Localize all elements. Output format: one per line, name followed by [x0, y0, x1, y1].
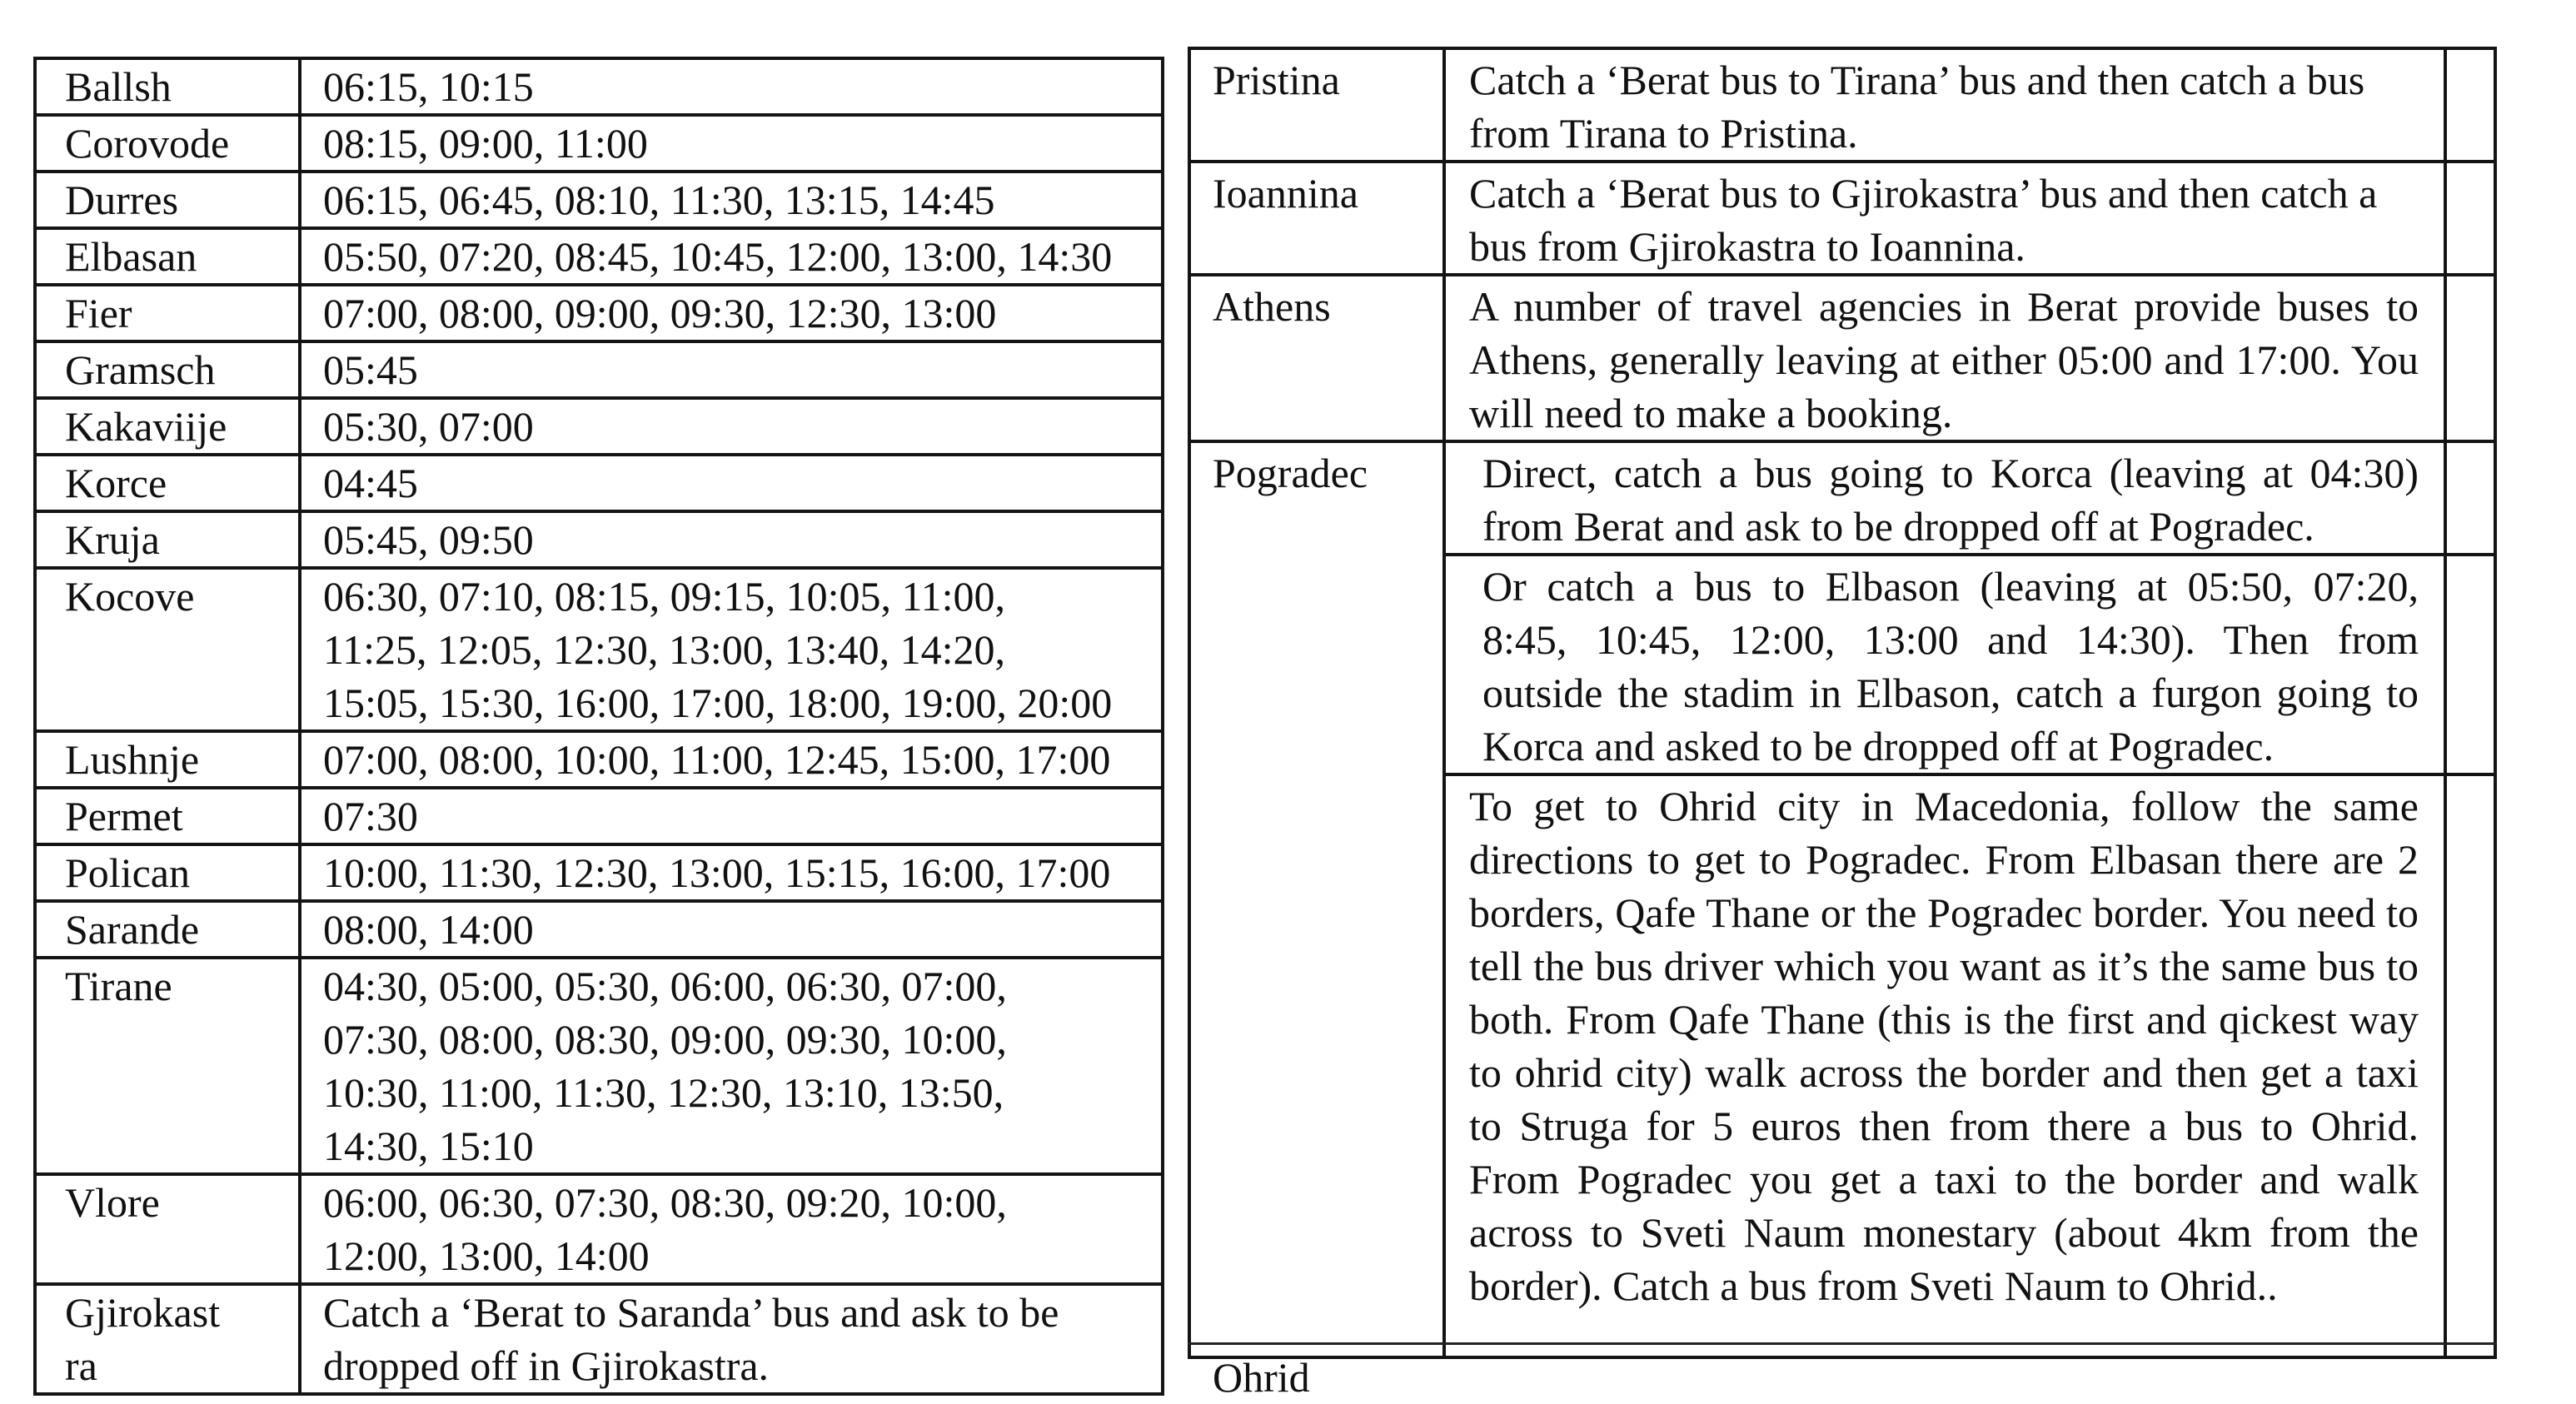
city-cell: Ioannina	[1189, 162, 1444, 275]
side-cell	[2445, 555, 2495, 774]
directions-line: from Tirana to Pristina.	[1469, 110, 1858, 157]
side-cell	[2445, 774, 2495, 1357]
times-cell	[300, 58, 1163, 115]
times-cell	[300, 1284, 1163, 1394]
city-line: Gjirokast	[65, 1289, 221, 1336]
city-cell	[35, 1284, 300, 1394]
times-cell	[300, 228, 1163, 285]
times-line: 10:00, 11:30, 12:30, 13:00, 15:15, 16:00, 17:00	[323, 849, 1111, 896]
times-cell	[300, 398, 1163, 455]
times-cell	[300, 341, 1163, 398]
row-athens	[1189, 275, 2495, 441]
times-line: 11:25, 12:05, 12:30, 13:00, 13:40, 14:20,	[323, 626, 1005, 673]
times-line: 06:15, 06:45, 08:10, 11:30, 13:15, 14:45	[323, 177, 995, 223]
times-cell	[300, 115, 1163, 172]
directions-line: Catch a ‘Berat bus to Gjirokastra’ bus and then catch a	[1469, 170, 2378, 217]
times-line: 10:30, 11:00, 11:30, 12:30, 13:10, 13:50,	[323, 1069, 1004, 1116]
city-cell: Lushnje	[35, 731, 300, 788]
city-cell: Polican	[35, 844, 300, 901]
left-schedule-table	[33, 57, 1164, 1396]
city-cell: Kocove	[35, 568, 300, 731]
city-cell: Elbasan	[35, 228, 300, 285]
times-line: 07:00, 08:00, 09:00, 09:30, 12:30, 13:00	[323, 290, 997, 336]
city-cell: Tirane	[35, 958, 300, 1174]
times-line: 07:30	[323, 793, 418, 839]
city-cell: Fier	[35, 285, 300, 341]
times-cell	[300, 958, 1163, 1174]
times-line: 05:45, 09:50	[323, 516, 534, 563]
times-line: 06:15, 10:15	[323, 63, 534, 110]
schedule-row	[35, 285, 1163, 341]
city-line: ra	[65, 1342, 97, 1389]
city-cell: Vlore	[35, 1174, 300, 1284]
city-cell-pogradec-ohrid	[1189, 441, 1444, 1401]
schedule-row	[35, 844, 1163, 901]
schedule-row	[35, 115, 1163, 172]
times-cell	[300, 285, 1163, 341]
times-line: 06:00, 06:30, 07:30, 08:30, 09:20, 10:00,	[323, 1179, 1007, 1226]
row-pristina	[1189, 48, 2495, 162]
directions-cell	[1444, 162, 2445, 275]
left-schedule-body	[35, 58, 1163, 1394]
times-line: 05:30, 07:00	[323, 403, 534, 450]
times-cell	[300, 568, 1163, 731]
side-cell	[2445, 275, 2495, 441]
schedule-row	[35, 511, 1163, 568]
schedule-row	[35, 172, 1163, 228]
directions-cell: Or catch a bus to Elbason (leaving at 05:50, 07:20, 8:45, 10:45, 12:00, 13:00 and 14:30). Then from outside the stadim in Elbason, catch a furgon going to Korca and asked to be dropped off at Pogradec.	[1444, 555, 2445, 774]
times-line: 07:00, 08:00, 10:00, 11:00, 12:45, 15:00, 17:00	[323, 736, 1111, 783]
city-label-ohrid: Ohrid	[1213, 1354, 1310, 1401]
times-line: 07:30, 08:00, 08:30, 09:00, 09:30, 10:00,	[323, 1016, 1007, 1063]
city-cell: Athens	[1189, 275, 1444, 441]
times-cell	[300, 788, 1163, 844]
schedule-row	[35, 788, 1163, 844]
city-cell: Kakaviije	[35, 398, 300, 455]
city-cell: Kruja	[35, 511, 300, 568]
scan-edge-line	[1188, 1342, 2497, 1345]
city-cell: Pristina	[1189, 48, 1444, 162]
times-cell	[300, 901, 1163, 958]
times-line: 04:45	[323, 460, 418, 506]
times-line: 12:00, 13:00, 14:00	[323, 1232, 650, 1279]
city-cell: Ballsh	[35, 58, 300, 115]
schedule-row	[35, 1174, 1163, 1284]
times-line: 04:30, 05:00, 05:30, 06:00, 06:30, 07:00,	[323, 963, 1007, 1009]
city-cell: Sarande	[35, 901, 300, 958]
times-cell	[300, 844, 1163, 901]
times-cell	[300, 511, 1163, 568]
times-cell	[300, 731, 1163, 788]
directions-cell: Direct, catch a bus going to Korca (leaving at 04:30) from Berat and ask to be dropped off at Pogradec.	[1444, 441, 2445, 555]
side-cell	[2445, 441, 2495, 555]
schedule-row	[35, 1284, 1163, 1394]
schedule-row	[35, 341, 1163, 398]
times-line: 06:30, 07:10, 08:15, 09:15, 10:05, 11:00,	[323, 573, 1005, 620]
right-directions-body	[1189, 48, 2495, 1401]
right-directions-table	[1188, 47, 2497, 1401]
schedule-row	[35, 901, 1163, 958]
times-cell	[300, 172, 1163, 228]
times-cell	[300, 455, 1163, 511]
schedule-row	[35, 228, 1163, 285]
city-label-pogradec: Pogradec	[1213, 450, 1368, 496]
times-line: Catch a ‘Berat to Saranda’ bus and ask to be	[323, 1289, 1059, 1336]
times-line: 14:30, 15:10	[323, 1123, 534, 1169]
schedule-row	[35, 958, 1163, 1174]
schedule-row	[35, 455, 1163, 511]
directions-cell: To get to Ohrid city in Macedonia, follow the same directions to get to Pogradec. From Elbasan there are 2 borders, Qafe Thane or the Pogradec border. You need to tell the bus driver which you want as it’s the same bus to both. From Qafe Thane (this is the first and qickest way to ohrid city) walk across the border and then get a taxi to Struga for 5 euros then from there a bus to Ohrid. From Pogradec you get a taxi to the border and walk across to Sveti Naum monestary (about 4km from the border). Catch a bus from Sveti Naum to Ohrid..	[1444, 774, 2445, 1357]
times-line: 08:15, 09:00, 11:00	[323, 120, 648, 167]
times-line: dropped off in Gjirokastra.	[323, 1342, 770, 1389]
side-cell	[2445, 162, 2495, 275]
directions-line: Catch a ‘Berat bus to Tirana’ bus and then catch a bus	[1469, 57, 2365, 103]
directions-cell: A number of travel agencies in Berat provide buses to Athens, generally leaving at either 05:00 and 17:00. You will need to make a booking.	[1444, 275, 2445, 441]
times-cell	[300, 1174, 1163, 1284]
row-ioannina	[1189, 162, 2495, 275]
schedule-row	[35, 398, 1163, 455]
city-cell: Gramsch	[35, 341, 300, 398]
directions-cell	[1444, 48, 2445, 162]
side-cell	[2445, 48, 2495, 162]
schedule-row	[35, 568, 1163, 731]
directions-line: bus from Gjirokastra to Ioannina.	[1469, 223, 2025, 270]
city-cell: Permet	[35, 788, 300, 844]
row-pogradec-direct	[1189, 441, 2495, 555]
city-cell: Corovode	[35, 115, 300, 172]
city-cell: Korce	[35, 455, 300, 511]
city-cell: Durres	[35, 172, 300, 228]
times-line: 05:45	[323, 346, 418, 393]
times-line: 15:05, 15:30, 16:00, 17:00, 18:00, 19:00, 20:00	[323, 680, 1113, 726]
times-line: 05:50, 07:20, 08:45, 10:45, 12:00, 13:00, 14:30	[323, 233, 1113, 280]
schedule-row	[35, 731, 1163, 788]
times-line: 08:00, 14:00	[323, 906, 534, 953]
schedule-row	[35, 58, 1163, 115]
